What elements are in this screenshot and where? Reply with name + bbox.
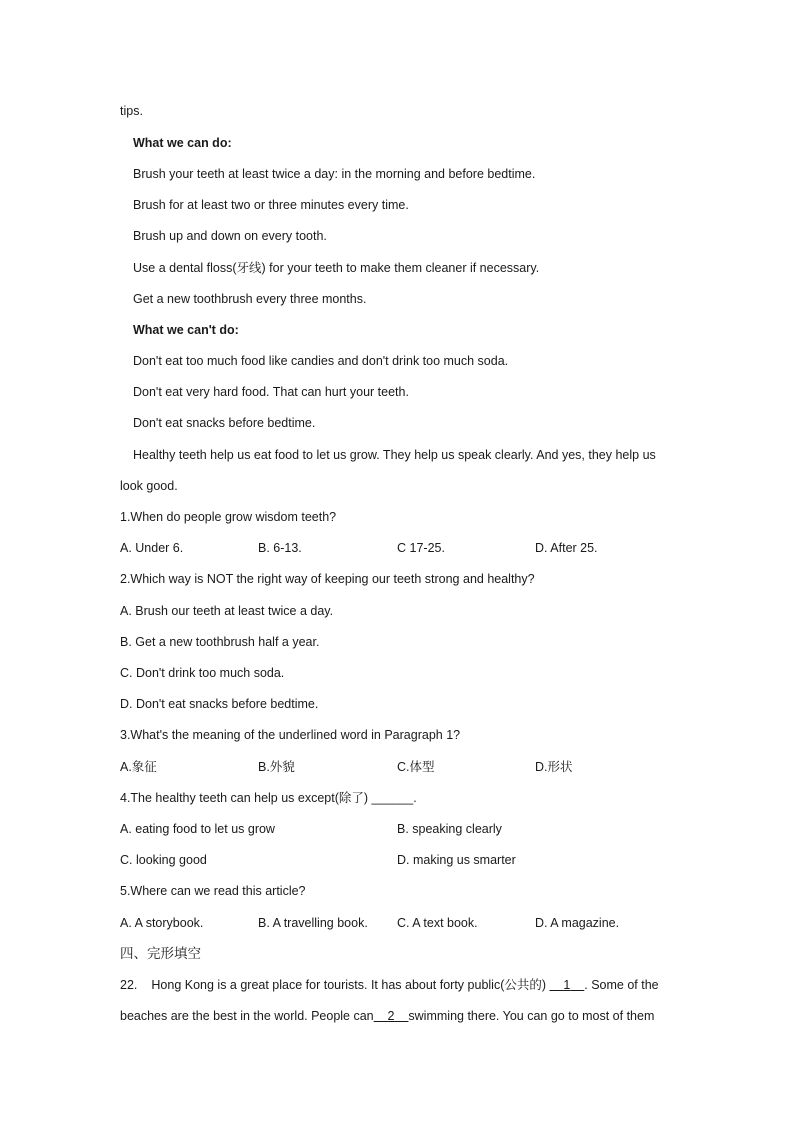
- option-a: A. Under 6.: [120, 541, 184, 555]
- conclusion-line: Healthy teeth help us eat food to let us grow. They help us speak clearly. And yes, they help us: [133, 448, 656, 462]
- question-stem: 1.When do people grow wisdom teeth?: [120, 510, 337, 524]
- option-a: A.象征: [120, 760, 157, 774]
- cloze-line-2: [120, 1008, 654, 1024]
- option-a: A. Brush our teeth at least twice a day.: [120, 604, 334, 618]
- can-do-item: Get a new toothbrush every three months.: [133, 292, 367, 306]
- option-c: C. looking good: [120, 853, 207, 867]
- question-stem: 5.Where can we read this article?: [120, 884, 306, 898]
- can-do-item: Brush up and down on every tooth.: [133, 229, 327, 243]
- option-c: C. Don't drink too much soda.: [120, 666, 285, 680]
- cant-do-item: Don't eat snacks before bedtime.: [133, 416, 316, 430]
- cant-do-item: Don't eat very hard food. That can hurt your teeth.: [133, 385, 409, 399]
- option-b: B. speaking clearly: [397, 822, 502, 836]
- option-c: C.体型: [397, 760, 435, 774]
- can-do-item: Use a dental floss(牙线) for your teeth to make them cleaner if necessary.: [133, 261, 540, 275]
- option-d: D. making us smarter: [397, 853, 516, 867]
- option-c: C. A text book.: [397, 916, 478, 930]
- option-c: C 17-25.: [397, 541, 445, 555]
- cant-do-heading: What we can't do:: [133, 323, 239, 337]
- option-d: D.形状: [535, 760, 573, 774]
- option-b: B. Get a new toothbrush half a year.: [120, 635, 320, 649]
- cloze-text: . Some of the: [584, 978, 659, 992]
- question-stem: 2.Which way is NOT the right way of keeping our teeth strong and healthy?: [120, 572, 535, 586]
- cloze-line-1: [120, 977, 659, 993]
- can-do-item: Brush for at least two or three minutes every time.: [133, 198, 409, 212]
- option-d: D. Don't eat snacks before bedtime.: [120, 697, 319, 711]
- option-a: A. A storybook.: [120, 916, 204, 930]
- cloze-text: swimming there. You can go to most of them: [408, 1009, 655, 1023]
- option-b: B. 6-13.: [258, 541, 302, 555]
- can-do-heading: What we can do:: [133, 136, 232, 150]
- cloze-number: 22.: [120, 978, 138, 992]
- can-do-item: Brush your teeth at least twice a day: in the morning and before bedtime.: [133, 167, 536, 181]
- cloze-text: Hong Kong is a great place for tourists. It has about forty public(公共的): [151, 978, 550, 992]
- question-stem: 4.The healthy teeth can help us except(除了) ______.: [120, 791, 417, 805]
- option-d: D. After 25.: [535, 541, 598, 555]
- section-heading: 四、完形填空: [120, 946, 201, 961]
- cant-do-item: Don't eat too much food like candies and don't drink too much soda.: [133, 354, 509, 368]
- cloze-blank-1: 1: [563, 978, 571, 992]
- passage-fragment: tips.: [120, 104, 143, 118]
- cloze-text: beaches are the best in the world. People can: [120, 1009, 374, 1023]
- option-d: D. A magazine.: [535, 916, 620, 930]
- option-b: B.外貌: [258, 760, 295, 774]
- question-stem: 3.What's the meaning of the underlined word in Paragraph 1?: [120, 728, 461, 742]
- option-a: A. eating food to let us grow: [120, 822, 275, 836]
- conclusion-line: look good.: [120, 479, 178, 493]
- cloze-blank-2: 2: [387, 1009, 395, 1023]
- option-b: B. A travelling book.: [258, 916, 368, 930]
